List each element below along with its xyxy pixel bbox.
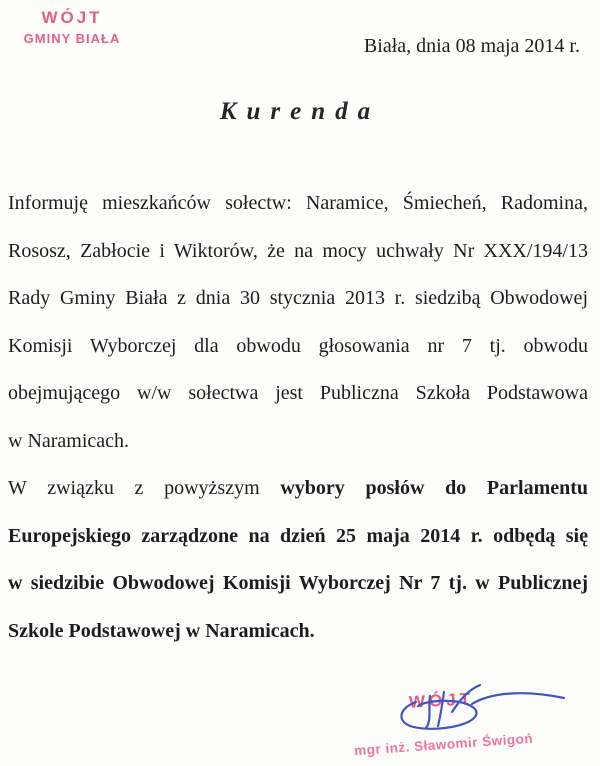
body-line: Europejskiego zarządzone na dzień 25 maja 2014 r. odbędą się <box>8 524 588 547</box>
document-body <box>8 180 588 655</box>
body-line: Rososz, Zabłocie i Wiktorów, że na mocy uchwały Nr XXX/194/13 <box>8 239 588 262</box>
body-line <box>8 465 588 513</box>
signature-office-stamp: WÓJT <box>408 689 475 712</box>
sender-office-stamp <box>18 8 126 46</box>
body-line: w Naramicach. <box>8 429 130 452</box>
document-title: Kurenda <box>219 98 381 125</box>
body-text-normal: W związku z powyższym <box>8 477 260 499</box>
body-line: Komisji Wyborczej dla obwodu głosowania nr 7 tj. obwodu <box>8 334 588 357</box>
signatory-name: mgr inż. Sławomir Świgoń <box>353 730 534 759</box>
body-line: Informuję mieszkańców sołectw: Naramice, Śmiecheń, Radomina, <box>8 192 588 214</box>
body-text-bold: wybory posłów do Parlamentu <box>280 477 588 499</box>
body-line: Szkole Podstawowej w Naramicach. <box>8 619 315 642</box>
body-line: w siedzibie Obwodowej Komisji Wyborczej Nr 7 tj. w Publicznej <box>8 572 588 594</box>
sender-stamp-municipality: GMINY BIAŁA <box>23 31 121 46</box>
body-line: obejmującego w/w sołectwa jest Publiczna Szkoła Podstawowa <box>8 382 588 404</box>
sender-stamp-title: WÓJT <box>41 8 103 27</box>
body-line: Rady Gminy Biała z dnia 30 stycznia 2013 r. siedzibą Obwodowej <box>8 287 588 309</box>
date-line: Biała, dnia 08 maja 2014 r. <box>363 35 580 57</box>
handwritten-signature-ink <box>386 682 571 740</box>
